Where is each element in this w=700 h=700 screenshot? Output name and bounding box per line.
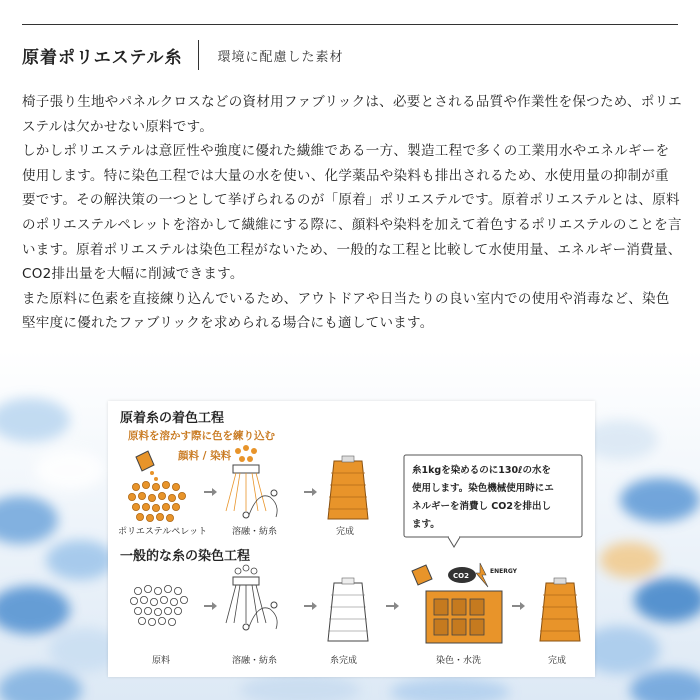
arrow-icon bbox=[304, 602, 317, 610]
spinneret-icon bbox=[226, 565, 277, 630]
callout-line-2: 使用します。染色機械使用時にエ bbox=[412, 483, 554, 494]
paragraph-2: しかしポリエステルは意匠性や強度に優れた繊維である一方、製造工程で多くの工業用水やエネルギーを使用します。特に染色工程では大量の水を使い、化学薬品や染料も排出されるため、水使用量の抑制が重要です。その解決策の一つとして挙げられるのが「原着」ポリエステルです。原着ポリエステルとは、原料のポリエステルペレットを溶かして繊維にする際に、顔料や染料を加えて着色するポリエステルのことを言います。原着ポリエステルは染色工程がないため、一般的な工程と比較して水使用量、エネルギー消費量、CO2排出量を大幅に削減できます。 bbox=[22, 143, 682, 283]
undyed-yarn-cone-icon bbox=[328, 578, 368, 641]
yarn-done-label: 糸完成 bbox=[330, 656, 358, 666]
energy-label: ENERGY bbox=[490, 568, 517, 575]
section-title: 原着ポリエステル糸 bbox=[22, 47, 183, 68]
melt-spin-label-2: 溶融・紡糸 bbox=[232, 656, 278, 666]
dye-wash-label: 染色・水洗 bbox=[436, 656, 482, 666]
callout-line-4: ます。 bbox=[412, 519, 440, 530]
co2-label: CO2 bbox=[453, 572, 469, 580]
arrow-icon bbox=[204, 602, 217, 610]
callout-line-1: 糸1kgを染めるのに130ℓの水を bbox=[412, 465, 552, 476]
melt-spin-label-1: 溶融・紡糸 bbox=[232, 527, 278, 537]
section-subtitle: 環境に配慮した素材 bbox=[217, 49, 344, 65]
section1-title: 原着糸の着色工程 bbox=[120, 411, 225, 426]
yarn-cone-icon bbox=[328, 456, 368, 519]
process-diagram-svg bbox=[108, 401, 595, 677]
colored-pellets-icon bbox=[128, 481, 185, 521]
arrow-icon bbox=[204, 488, 217, 496]
arrow-icon bbox=[512, 602, 525, 610]
section-header bbox=[22, 38, 344, 72]
callout-line-3: ネルギーを消費し CO2を排出し bbox=[412, 501, 551, 512]
section1-note: 原料を溶かす際に色を練り込む bbox=[128, 430, 275, 442]
arrow-icon bbox=[386, 602, 399, 610]
raw-pellets-icon bbox=[130, 585, 187, 625]
pellet-label: ポリエステルペレット bbox=[118, 527, 208, 537]
top-rule bbox=[22, 24, 678, 25]
raw-label: 原料 bbox=[152, 656, 171, 666]
title-separator bbox=[198, 40, 199, 70]
paragraph-3: また原料に色素を直接練り込んでいるため、アウトドアや日当たりの良い室内での使用や消毒など、染色堅牢度に優れたファブリックを求められる場合にも適しています。 bbox=[22, 290, 670, 332]
process-diagram bbox=[108, 401, 595, 677]
finish-label-2: 完成 bbox=[548, 656, 567, 666]
pigment-label: 顔料 / 染料 bbox=[178, 450, 232, 462]
dyed-yarn-cone-icon bbox=[540, 578, 580, 641]
arrow-icon bbox=[304, 488, 317, 496]
body-text bbox=[22, 90, 682, 336]
pigment-cup-icon bbox=[136, 451, 158, 481]
dyeing-machine-icon bbox=[412, 563, 518, 643]
spinneret-icon bbox=[226, 445, 277, 518]
finish-label-1: 完成 bbox=[336, 527, 355, 537]
paragraph-1: 椅子張り生地やパネルクロスなどの資材用ファブリックは、必要とされる品質や作業性を保つため、ポリエステルは欠かせない原料です。 bbox=[22, 94, 682, 135]
section2-title: 一般的な糸の染色工程 bbox=[120, 549, 251, 564]
